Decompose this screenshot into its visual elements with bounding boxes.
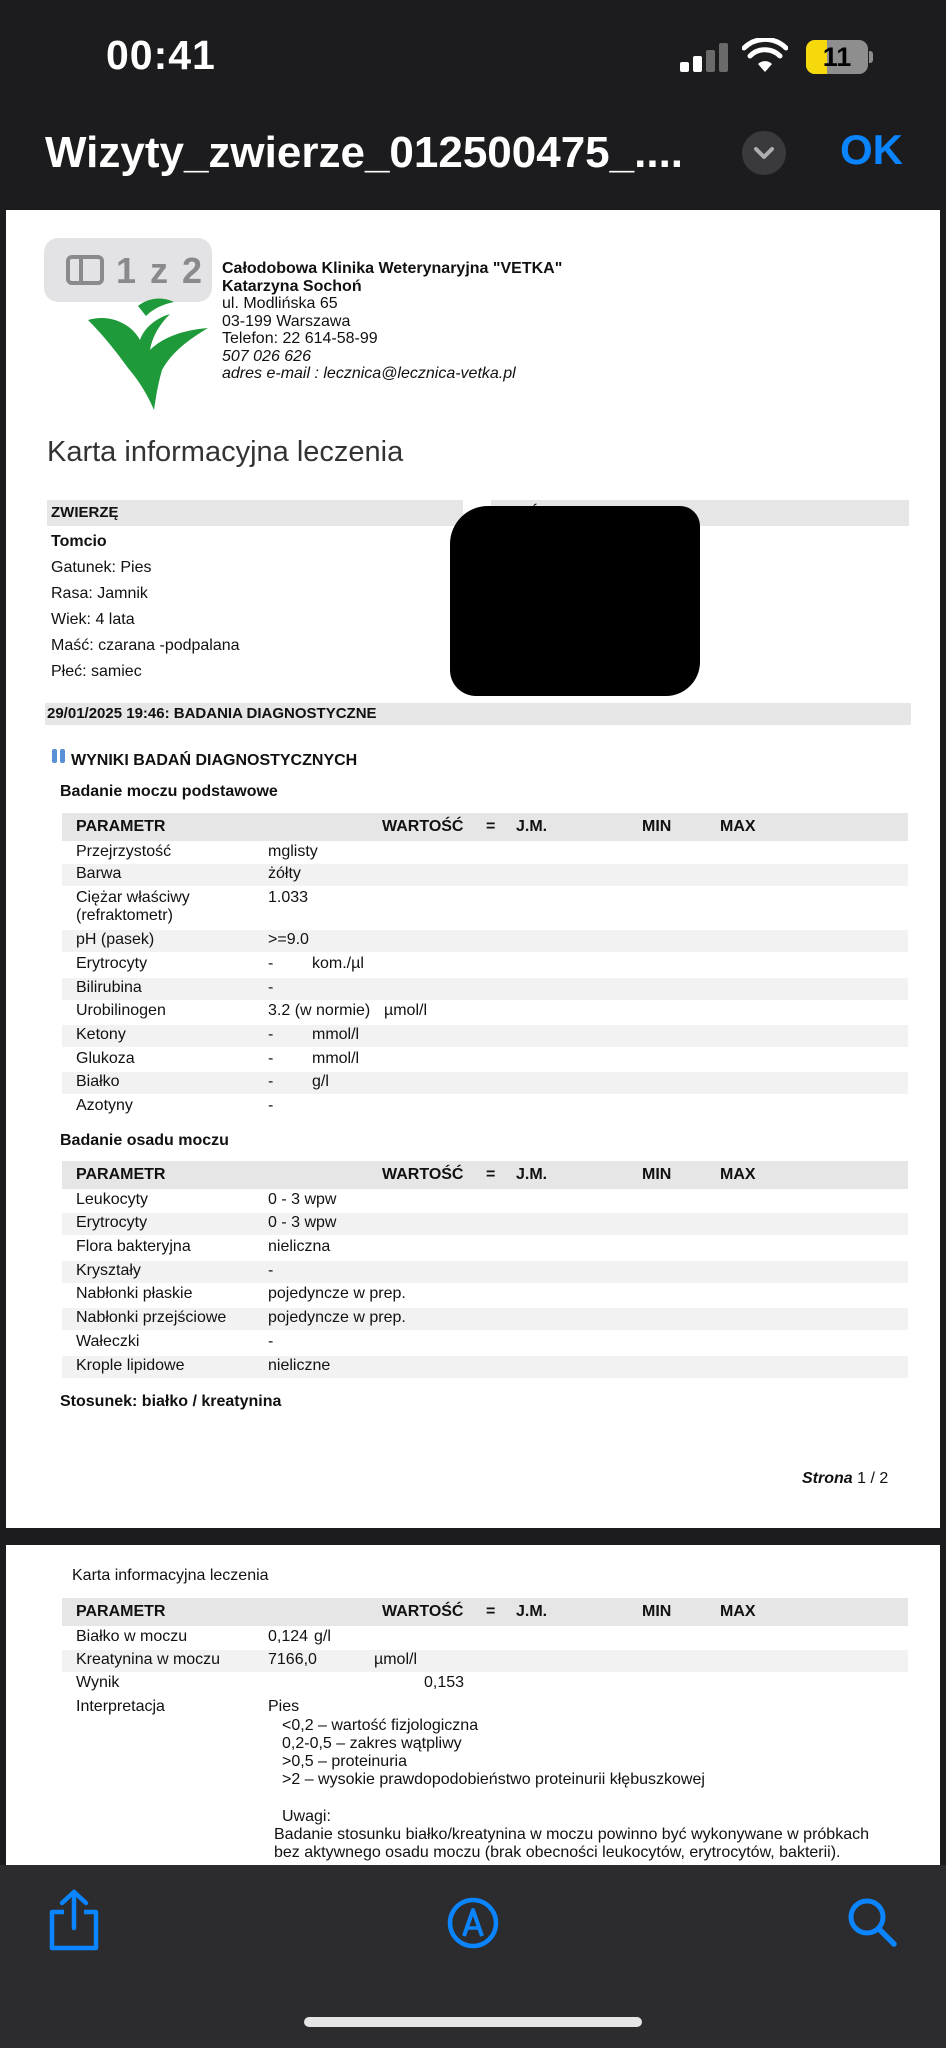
row-param: Flora bakteryjna xyxy=(76,1238,191,1255)
col-param: PARAMETR xyxy=(76,1166,166,1183)
row-value: żółty xyxy=(268,865,301,882)
section-title-urinalysis: Badanie moczu podstawowe xyxy=(60,783,278,800)
clinic-email: adres e-mail : lecznica@lecznica-vetka.pl xyxy=(222,365,516,382)
battery-icon xyxy=(806,40,872,74)
col-unit: J.M. xyxy=(516,1166,548,1183)
row-param: Ciężar właściwy xyxy=(76,889,190,906)
col-max: MAX xyxy=(720,1166,756,1183)
row-value: - xyxy=(268,1050,274,1067)
row-param: Glukoza xyxy=(76,1050,135,1067)
row-value: nieliczne xyxy=(268,1357,331,1374)
animal-species: Gatunek: Pies xyxy=(51,559,152,576)
row-unit: µmol/l xyxy=(384,1002,427,1019)
row-param: Kreatynina w moczu xyxy=(76,1651,221,1668)
row-value: >=9.0 xyxy=(268,931,309,948)
test-tubes-icon xyxy=(50,748,68,764)
row-unit: g/l xyxy=(314,1628,331,1645)
results-header: WYNIKI BADAŃ DIAGNOSTYCZNYCH xyxy=(71,752,358,769)
col-eq: = xyxy=(486,1603,496,1620)
table-row xyxy=(62,1049,908,1071)
row-param: Erytrocyty xyxy=(76,1214,148,1231)
row-value: - xyxy=(268,1026,274,1043)
row-value: - xyxy=(268,955,274,972)
table-row xyxy=(62,864,908,886)
visit-header: 29/01/2025 19:46: BADANIA DIAGNOSTYCZNE xyxy=(45,703,911,725)
col-min: MIN xyxy=(642,1166,672,1183)
row-value: 0 - 3 wpw xyxy=(268,1214,337,1231)
row-param: Leukocyty xyxy=(76,1191,149,1208)
document-page-1[interactable] xyxy=(6,210,940,1528)
status-time: 00:41 xyxy=(106,32,216,78)
col-unit: J.M. xyxy=(516,1603,548,1620)
table-row xyxy=(62,1025,908,1047)
table-row xyxy=(62,1213,908,1235)
row-value: 1.033 xyxy=(268,889,309,906)
row-value: 0 - 3 wpw xyxy=(268,1191,337,1208)
clinic-mobile: 507 026 626 xyxy=(222,347,311,365)
row-unit: µmol/l xyxy=(374,1651,417,1668)
redaction-block xyxy=(450,506,700,696)
row-param: Nabłonki płaskie xyxy=(76,1285,193,1302)
document-title[interactable]: Wizyty_zwierze_012500475_.... xyxy=(45,128,684,177)
col-param: PARAMETR xyxy=(76,818,166,835)
title-menu-button[interactable] xyxy=(742,131,786,175)
table-header xyxy=(62,1161,908,1189)
row-param: Wynik xyxy=(76,1674,120,1691)
interpretation-line: <0,2 – wartość fizjologiczna xyxy=(282,1717,479,1734)
col-param: PARAMETR xyxy=(76,1603,166,1620)
table-row xyxy=(62,978,908,1000)
row-unit: kom./µl xyxy=(312,955,364,972)
row-unit: g/l xyxy=(312,1073,329,1090)
table-row xyxy=(62,930,908,952)
row-value: 7166,0 xyxy=(268,1651,317,1668)
section-title-sediment: Badanie osadu moczu xyxy=(60,1132,229,1149)
notes-line: Badanie stosunku białko/kreatynina w moczu powinno być wykonywane w próbkach xyxy=(274,1826,869,1843)
ok-button[interactable]: OK xyxy=(840,126,903,173)
row-param: Nabłonki przejściowe xyxy=(76,1309,227,1326)
table-row xyxy=(62,1096,908,1118)
table-row xyxy=(62,1001,908,1023)
row-param: Azotyny xyxy=(76,1097,133,1114)
table-row xyxy=(62,1627,908,1649)
row-value: - xyxy=(268,1073,274,1090)
col-max: MAX xyxy=(720,1603,756,1620)
clinic-logo xyxy=(78,292,218,412)
row-value: 3.2 (w normie) xyxy=(268,1002,371,1019)
clinic-info xyxy=(222,260,562,383)
notes-label: Uwagi: xyxy=(282,1808,331,1825)
search-icon[interactable] xyxy=(846,1896,898,1948)
row-param-line2: (refraktometr) xyxy=(76,907,173,924)
row-param: Urobilinogen xyxy=(76,1002,166,1019)
interpretation-species: Pies xyxy=(268,1698,300,1715)
animal-age: Wiek: 4 lata xyxy=(51,611,135,628)
animal-breed: Rasa: Jamnik xyxy=(51,585,148,602)
row-value: nieliczna xyxy=(268,1238,331,1255)
row-param: pH (pasek) xyxy=(76,931,155,948)
row-value: 0,124 xyxy=(268,1628,309,1645)
page-footer xyxy=(802,1470,888,1488)
animal-sex: Płeć: samiec xyxy=(51,663,142,680)
row-value: pojedyncze w prep. xyxy=(268,1285,406,1302)
row-param: Krople lipidowe xyxy=(76,1357,185,1374)
interpretation-line: >2 – wysokie prawdopodobieństwo proteinurii kłębuszkowej xyxy=(282,1771,705,1788)
animal-header: ZWIERZĘ xyxy=(47,500,463,526)
table-row xyxy=(62,1308,908,1330)
table-row xyxy=(62,1284,908,1306)
col-value: WARTOŚĆ xyxy=(382,818,464,835)
row-value: - xyxy=(268,1097,274,1114)
wifi-icon xyxy=(742,38,788,74)
col-max: MAX xyxy=(720,818,756,835)
row-param: Bilirubina xyxy=(76,979,142,996)
page2-heading: Karta informacyjna leczenia xyxy=(72,1567,269,1584)
table-row xyxy=(62,1072,908,1094)
row-unit: mmol/l xyxy=(312,1026,360,1043)
col-unit: J.M. xyxy=(516,818,548,835)
home-indicator[interactable] xyxy=(304,2017,642,2027)
interpretation-label: Interpretacja xyxy=(76,1698,165,1715)
document-page-2[interactable] xyxy=(6,1545,940,1865)
animal-name: Tomcio xyxy=(51,533,107,550)
col-min: MIN xyxy=(642,818,672,835)
markup-icon[interactable] xyxy=(446,1896,500,1950)
share-icon[interactable] xyxy=(46,1888,102,1952)
row-value: mglisty xyxy=(268,843,318,860)
footer-label: Strona xyxy=(802,1470,853,1487)
animal-coat: Maść: czarana -podpalana xyxy=(51,637,240,654)
chevron-down-icon xyxy=(742,131,786,175)
row-param: Barwa xyxy=(76,865,122,882)
row-param: Kryształy xyxy=(76,1262,141,1279)
col-min: MIN xyxy=(642,1603,672,1620)
page-indicator-label: 1 z 2 xyxy=(116,250,205,291)
battery-level: 11 xyxy=(822,42,852,72)
footer-total: / 2 xyxy=(870,1470,889,1487)
interpretation-line: >0,5 – proteinuria xyxy=(282,1753,407,1770)
row-param: Przejrzystość xyxy=(76,843,172,860)
row-value: - xyxy=(268,1262,274,1279)
row-value: 0,153 xyxy=(424,1674,465,1691)
table-row xyxy=(62,1673,908,1695)
table-row xyxy=(62,842,908,864)
row-param: Ketony xyxy=(76,1026,126,1043)
table-row xyxy=(62,1650,908,1672)
col-eq: = xyxy=(486,818,496,835)
table-row xyxy=(62,1261,908,1283)
sidebar-icon xyxy=(66,255,104,285)
col-value: WARTOŚĆ xyxy=(382,1603,464,1620)
row-value: - xyxy=(268,979,274,996)
status-bar xyxy=(0,0,946,110)
footer-page: 1 xyxy=(857,1470,867,1487)
notes-line: bez aktywnego osadu moczu (brak obecności leukocytów, erytrocytów, bakterii). xyxy=(274,1844,841,1861)
page-heading: Karta informacyjna leczenia xyxy=(47,436,404,468)
row-unit: mmol/l xyxy=(312,1050,360,1067)
cellular-signal-icon xyxy=(680,42,730,72)
row-param: Wałeczki xyxy=(76,1333,140,1350)
row-value: pojedyncze w prep. xyxy=(268,1309,406,1326)
interpretation-line: 0,2-0,5 – zakres wątpliwy xyxy=(282,1735,462,1752)
table-row xyxy=(62,1190,908,1212)
row-param: Białko w moczu xyxy=(76,1628,188,1645)
table-row xyxy=(62,954,908,976)
clinic-city: 03-199 Warszawa xyxy=(222,312,351,330)
col-value: WARTOŚĆ xyxy=(382,1166,464,1183)
navigation-bar xyxy=(0,110,946,210)
col-eq: = xyxy=(486,1166,496,1183)
table-row xyxy=(62,888,908,928)
clinic-street: ul. Modlińska 65 xyxy=(222,295,338,312)
row-param: Białko xyxy=(76,1073,120,1090)
table-header xyxy=(62,813,908,841)
table-header xyxy=(62,1598,908,1626)
clinic-owner: Katarzyna Sochoń xyxy=(222,277,362,295)
table-row xyxy=(62,1356,908,1378)
table-row xyxy=(62,1332,908,1354)
clinic-name: Całodobowa Klinika Weterynaryjna "VETKA" xyxy=(222,260,563,277)
row-value: - xyxy=(268,1333,274,1350)
row-param: Erytrocyty xyxy=(76,955,148,972)
section-title-ratio: Stosunek: białko / kreatynina xyxy=(60,1393,282,1410)
clinic-phone: Telefon: 22 614-58-99 xyxy=(222,330,378,347)
table-row xyxy=(62,1237,908,1259)
